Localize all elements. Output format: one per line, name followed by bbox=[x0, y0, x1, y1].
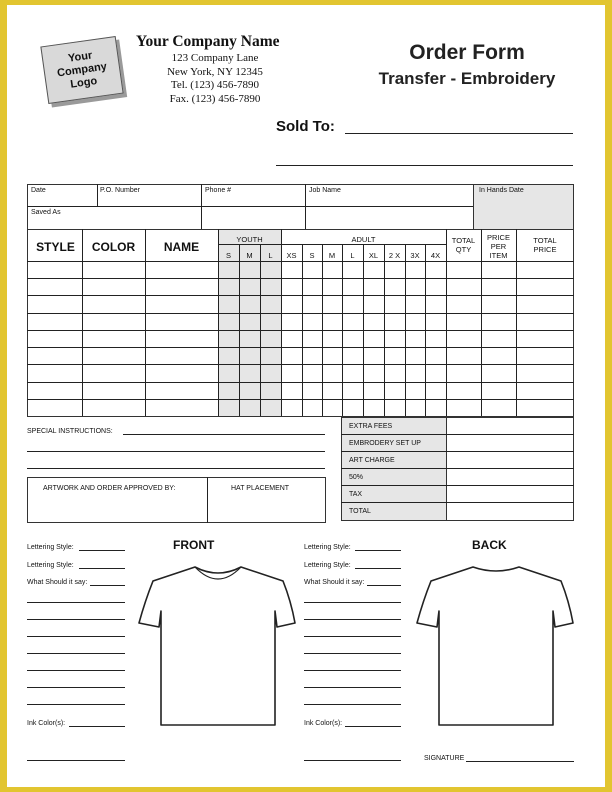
front-lettering-style-line[interactable] bbox=[79, 550, 125, 551]
company-fax: Fax. (123) 456-7890 bbox=[169, 92, 261, 105]
size-label: 2 X bbox=[388, 251, 401, 260]
date-label: Date bbox=[31, 187, 46, 194]
logo-line: Logo bbox=[69, 74, 98, 91]
front-ink-colors-label: Ink Color(s): bbox=[27, 720, 66, 727]
back-what-say-label: What Should it say: bbox=[304, 579, 365, 586]
table-row bbox=[27, 278, 574, 279]
back-write-line bbox=[304, 670, 401, 671]
total-qty-line: QTY bbox=[455, 245, 472, 254]
front-write-line bbox=[27, 670, 125, 671]
front-lettering-style-line[interactable] bbox=[79, 568, 125, 569]
fee-row bbox=[341, 451, 574, 452]
fee-row bbox=[341, 485, 574, 486]
front-ink-colors-line[interactable] bbox=[27, 760, 125, 761]
total-price-line: PRICE bbox=[533, 245, 557, 254]
sold-to-line-1[interactable] bbox=[345, 133, 573, 134]
total-qty-header bbox=[446, 236, 481, 254]
front-what-say-line[interactable] bbox=[90, 585, 125, 586]
back-write-line bbox=[304, 636, 401, 637]
hat-placement-label: HAT PLACEMENT bbox=[231, 485, 290, 492]
size-label: S bbox=[225, 251, 231, 260]
back-lettering-style-label: Lettering Style: bbox=[304, 562, 351, 569]
size-label: L bbox=[350, 251, 355, 260]
table-row bbox=[27, 399, 574, 400]
back-ink-colors-line[interactable] bbox=[304, 760, 401, 761]
signature-label: SIGNATURE bbox=[424, 755, 465, 762]
style-header: STYLE bbox=[36, 240, 75, 254]
fee-row bbox=[341, 468, 574, 469]
color-header: COLOR bbox=[91, 240, 136, 254]
fee-label-art-charge: ART CHARGE bbox=[349, 457, 395, 464]
fee-label-fifty-percent: 50% bbox=[349, 474, 364, 481]
front-write-line bbox=[27, 636, 125, 637]
back-tshirt-outline bbox=[411, 561, 581, 731]
table-column-divider bbox=[145, 229, 146, 416]
size-column-divider bbox=[281, 229, 282, 416]
sold-to-label: Sold To: bbox=[276, 118, 335, 135]
size-label: L bbox=[268, 251, 273, 260]
size-label: M bbox=[328, 251, 336, 260]
table-column-divider bbox=[446, 229, 447, 416]
approval-divider bbox=[207, 477, 208, 523]
fee-label-extra-fees: EXTRA FEES bbox=[349, 423, 393, 430]
job-name-label: Job Name bbox=[309, 187, 341, 194]
table-column-divider bbox=[516, 229, 517, 416]
back-title: BACK bbox=[472, 538, 507, 552]
sold-to-line-2[interactable] bbox=[276, 165, 573, 166]
front-write-line bbox=[27, 704, 125, 705]
front-lettering-style-label: Lettering Style: bbox=[27, 562, 74, 569]
fee-row bbox=[341, 434, 574, 435]
fee-label-total: TOTAL bbox=[349, 508, 371, 515]
back-ink-colors-label: Ink Color(s): bbox=[304, 720, 343, 727]
total-qty-line: TOTAL bbox=[451, 236, 476, 245]
approval-box bbox=[27, 477, 326, 523]
size-label: XL bbox=[368, 251, 379, 260]
price-per-item-line: PER bbox=[490, 242, 507, 251]
table-row bbox=[27, 313, 574, 314]
back-lettering-style-line[interactable] bbox=[355, 568, 401, 569]
adult-header: ADULT bbox=[351, 235, 376, 244]
company-address: 123 Company Lane bbox=[171, 52, 259, 64]
special-instructions-label: SPECIAL INSTRUCTIONS: bbox=[27, 428, 113, 435]
back-write-line bbox=[304, 653, 401, 654]
front-write-line bbox=[27, 687, 125, 688]
table-row bbox=[27, 295, 574, 296]
fee-row bbox=[341, 502, 574, 503]
logo-line: Company bbox=[56, 60, 108, 79]
price-per-item-line: PRICE bbox=[487, 233, 510, 242]
fee-label-embroidery-setup: EMBRODERY SET UP bbox=[349, 440, 421, 447]
table-column-divider bbox=[82, 229, 83, 416]
size-label: 3X bbox=[410, 251, 420, 260]
in-hands-date-label: In Hands Date bbox=[479, 187, 524, 194]
total-price-line: TOTAL bbox=[533, 236, 557, 245]
logo-line: Your bbox=[67, 49, 93, 65]
table-row bbox=[27, 382, 574, 383]
phone-label: Phone # bbox=[205, 187, 232, 194]
back-write-line bbox=[304, 619, 401, 620]
info-divider bbox=[201, 184, 202, 230]
company-tel: Tel. (123) 456-7890 bbox=[170, 79, 260, 91]
front-lettering-style-label: Lettering Style: bbox=[27, 544, 74, 551]
saved-as-label: Saved As bbox=[31, 209, 61, 216]
price-per-item-line: ITEM bbox=[489, 251, 508, 260]
table-row bbox=[27, 364, 574, 365]
size-label: XS bbox=[286, 251, 297, 260]
po-number-label: P.O. Number bbox=[100, 187, 140, 194]
company-logo bbox=[40, 36, 123, 104]
form-subtitle: Transfer - Embroidery bbox=[378, 69, 556, 88]
price-per-item-header bbox=[481, 233, 516, 260]
special-instructions-line[interactable] bbox=[27, 451, 325, 452]
front-title: FRONT bbox=[173, 538, 215, 552]
company-city: New York, NY 12345 bbox=[167, 65, 263, 78]
back-ink-colors-line[interactable] bbox=[345, 726, 401, 727]
table-header-divider bbox=[27, 261, 574, 262]
form-title: Order Form bbox=[409, 41, 525, 64]
table-column-divider bbox=[481, 229, 482, 416]
front-what-say-label: What Should it say: bbox=[27, 579, 88, 586]
company-name: Your Company Name bbox=[136, 33, 280, 50]
info-divider bbox=[97, 184, 98, 206]
back-lettering-style-label: Lettering Style: bbox=[304, 544, 351, 551]
approved-by-label: ARTWORK AND ORDER APPROVED BY: bbox=[43, 485, 176, 492]
info-divider bbox=[305, 184, 306, 230]
signature-line[interactable] bbox=[466, 761, 574, 762]
front-write-line bbox=[27, 619, 125, 620]
back-what-say-line[interactable] bbox=[367, 585, 401, 586]
size-label: S bbox=[309, 251, 315, 260]
back-write-line bbox=[304, 602, 401, 603]
special-instructions-line[interactable] bbox=[27, 468, 325, 469]
front-tshirt-outline bbox=[133, 561, 303, 731]
front-ink-colors-line[interactable] bbox=[69, 726, 125, 727]
size-label: M bbox=[246, 251, 253, 260]
order-form-page bbox=[7, 5, 605, 787]
fee-label-tax: TAX bbox=[349, 491, 363, 498]
name-header: NAME bbox=[163, 240, 200, 254]
total-price-header bbox=[516, 236, 574, 254]
size-label: 4X bbox=[430, 251, 441, 260]
special-instructions-line[interactable] bbox=[123, 434, 325, 435]
table-row bbox=[27, 330, 574, 331]
table-column-divider bbox=[218, 229, 219, 416]
fees-labels-column bbox=[341, 417, 447, 521]
back-write-line bbox=[304, 704, 401, 705]
back-lettering-style-line[interactable] bbox=[355, 550, 401, 551]
front-write-line bbox=[27, 602, 125, 603]
back-write-line bbox=[304, 687, 401, 688]
front-write-line bbox=[27, 653, 125, 654]
info-row-divider bbox=[27, 206, 473, 207]
size-group-divider bbox=[218, 244, 446, 245]
company-contact bbox=[165, 52, 265, 106]
table-row bbox=[27, 347, 574, 348]
youth-header: YOUTH bbox=[236, 235, 263, 244]
